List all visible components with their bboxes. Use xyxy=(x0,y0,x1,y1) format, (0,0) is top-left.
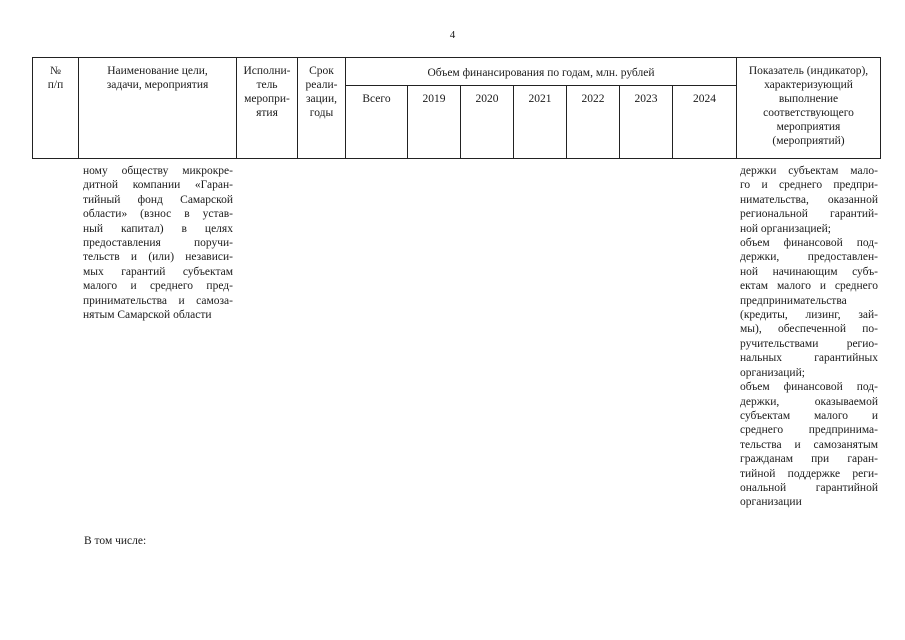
text-line: тийной поддержке реги- xyxy=(740,467,878,480)
text-line: объем финансовой под- xyxy=(740,237,878,250)
footer-including-label: В том числе: xyxy=(84,535,147,547)
header-col-number: № п/п xyxy=(47,65,64,91)
header-col-name: Наименование цели, задачи, мероприятия xyxy=(106,65,209,91)
text-line: тийный фонд Самарской xyxy=(83,193,233,206)
text-line: го и среднего предпри- xyxy=(740,179,878,192)
header-sub-2019: 2019 xyxy=(422,93,446,105)
text-line: предоставления поручи- xyxy=(83,237,233,250)
text-line: мых гарантий субъектам xyxy=(83,265,233,278)
text-line: области» (взнос в устав- xyxy=(83,208,233,221)
text-line: субъектам малого и xyxy=(740,409,878,422)
text-line: малого и среднего пред- xyxy=(83,280,233,293)
text-line: нальных гарантийных xyxy=(740,352,878,365)
text-line: держки субъектам мало- xyxy=(740,165,878,177)
text-line: мы), обеспеченной по- xyxy=(740,323,878,336)
text-line: держки, предоставлен- xyxy=(740,251,878,264)
header-sub-total: Всего xyxy=(362,93,391,105)
header-sub-2021: 2021 xyxy=(528,93,552,105)
text-line: принимательства и самоза- xyxy=(83,294,233,307)
text-line: организаций; xyxy=(740,366,805,379)
text-line: среднего предпринима- xyxy=(740,424,878,437)
text-line: тельств и (или) независи- xyxy=(83,251,233,264)
measure-name-text xyxy=(83,164,233,322)
text-line: ный капитал) в целях xyxy=(83,222,233,235)
header-sub-2024: 2024 xyxy=(693,93,716,105)
header-col-funding: Объем финансирования по годам, млн. рублей xyxy=(427,67,655,79)
header-sub-2022: 2022 xyxy=(581,93,605,105)
text-line: гражданам при гаран- xyxy=(740,453,878,466)
page-number: 4 xyxy=(449,29,456,41)
header-sub-2020: 2020 xyxy=(475,93,499,105)
header-col-executor: Исполни- тель меропри- ятия xyxy=(243,65,291,119)
text-line: дитной компании «Гаран- xyxy=(83,179,233,192)
text-line: объем финансовой под- xyxy=(740,381,878,394)
text-line: региональной гарантий- xyxy=(740,208,878,221)
header-col-indicator: Показатель (индикатор), характеризующий выполнение соответствующего мероприятия (мероприятий) xyxy=(748,65,869,147)
text-line: ручительствами регио- xyxy=(740,337,878,350)
text-line: ному обществу микрокре- xyxy=(83,165,233,177)
header-col-term: Срок реали- зации, годы xyxy=(305,65,338,119)
text-line: ональной гарантийной xyxy=(740,481,878,494)
text-line: организации xyxy=(740,496,802,509)
text-line: держки, оказываемой xyxy=(740,395,878,408)
text-line: (кредиты, лизинг, зай- xyxy=(740,309,878,322)
indicator-text xyxy=(740,164,878,510)
text-line: ной организацией; xyxy=(740,222,831,235)
text-line: ектам малого и среднего xyxy=(740,280,878,293)
text-line: ной начинающим субъ- xyxy=(740,265,878,278)
text-line: предпринимательства xyxy=(740,294,847,307)
header-sub-2023: 2023 xyxy=(634,93,658,105)
text-line: нимательства, оказанной xyxy=(740,193,878,206)
text-line: тельства и самозанятым xyxy=(740,438,878,451)
text-line: нятым Самарской области xyxy=(83,309,212,322)
